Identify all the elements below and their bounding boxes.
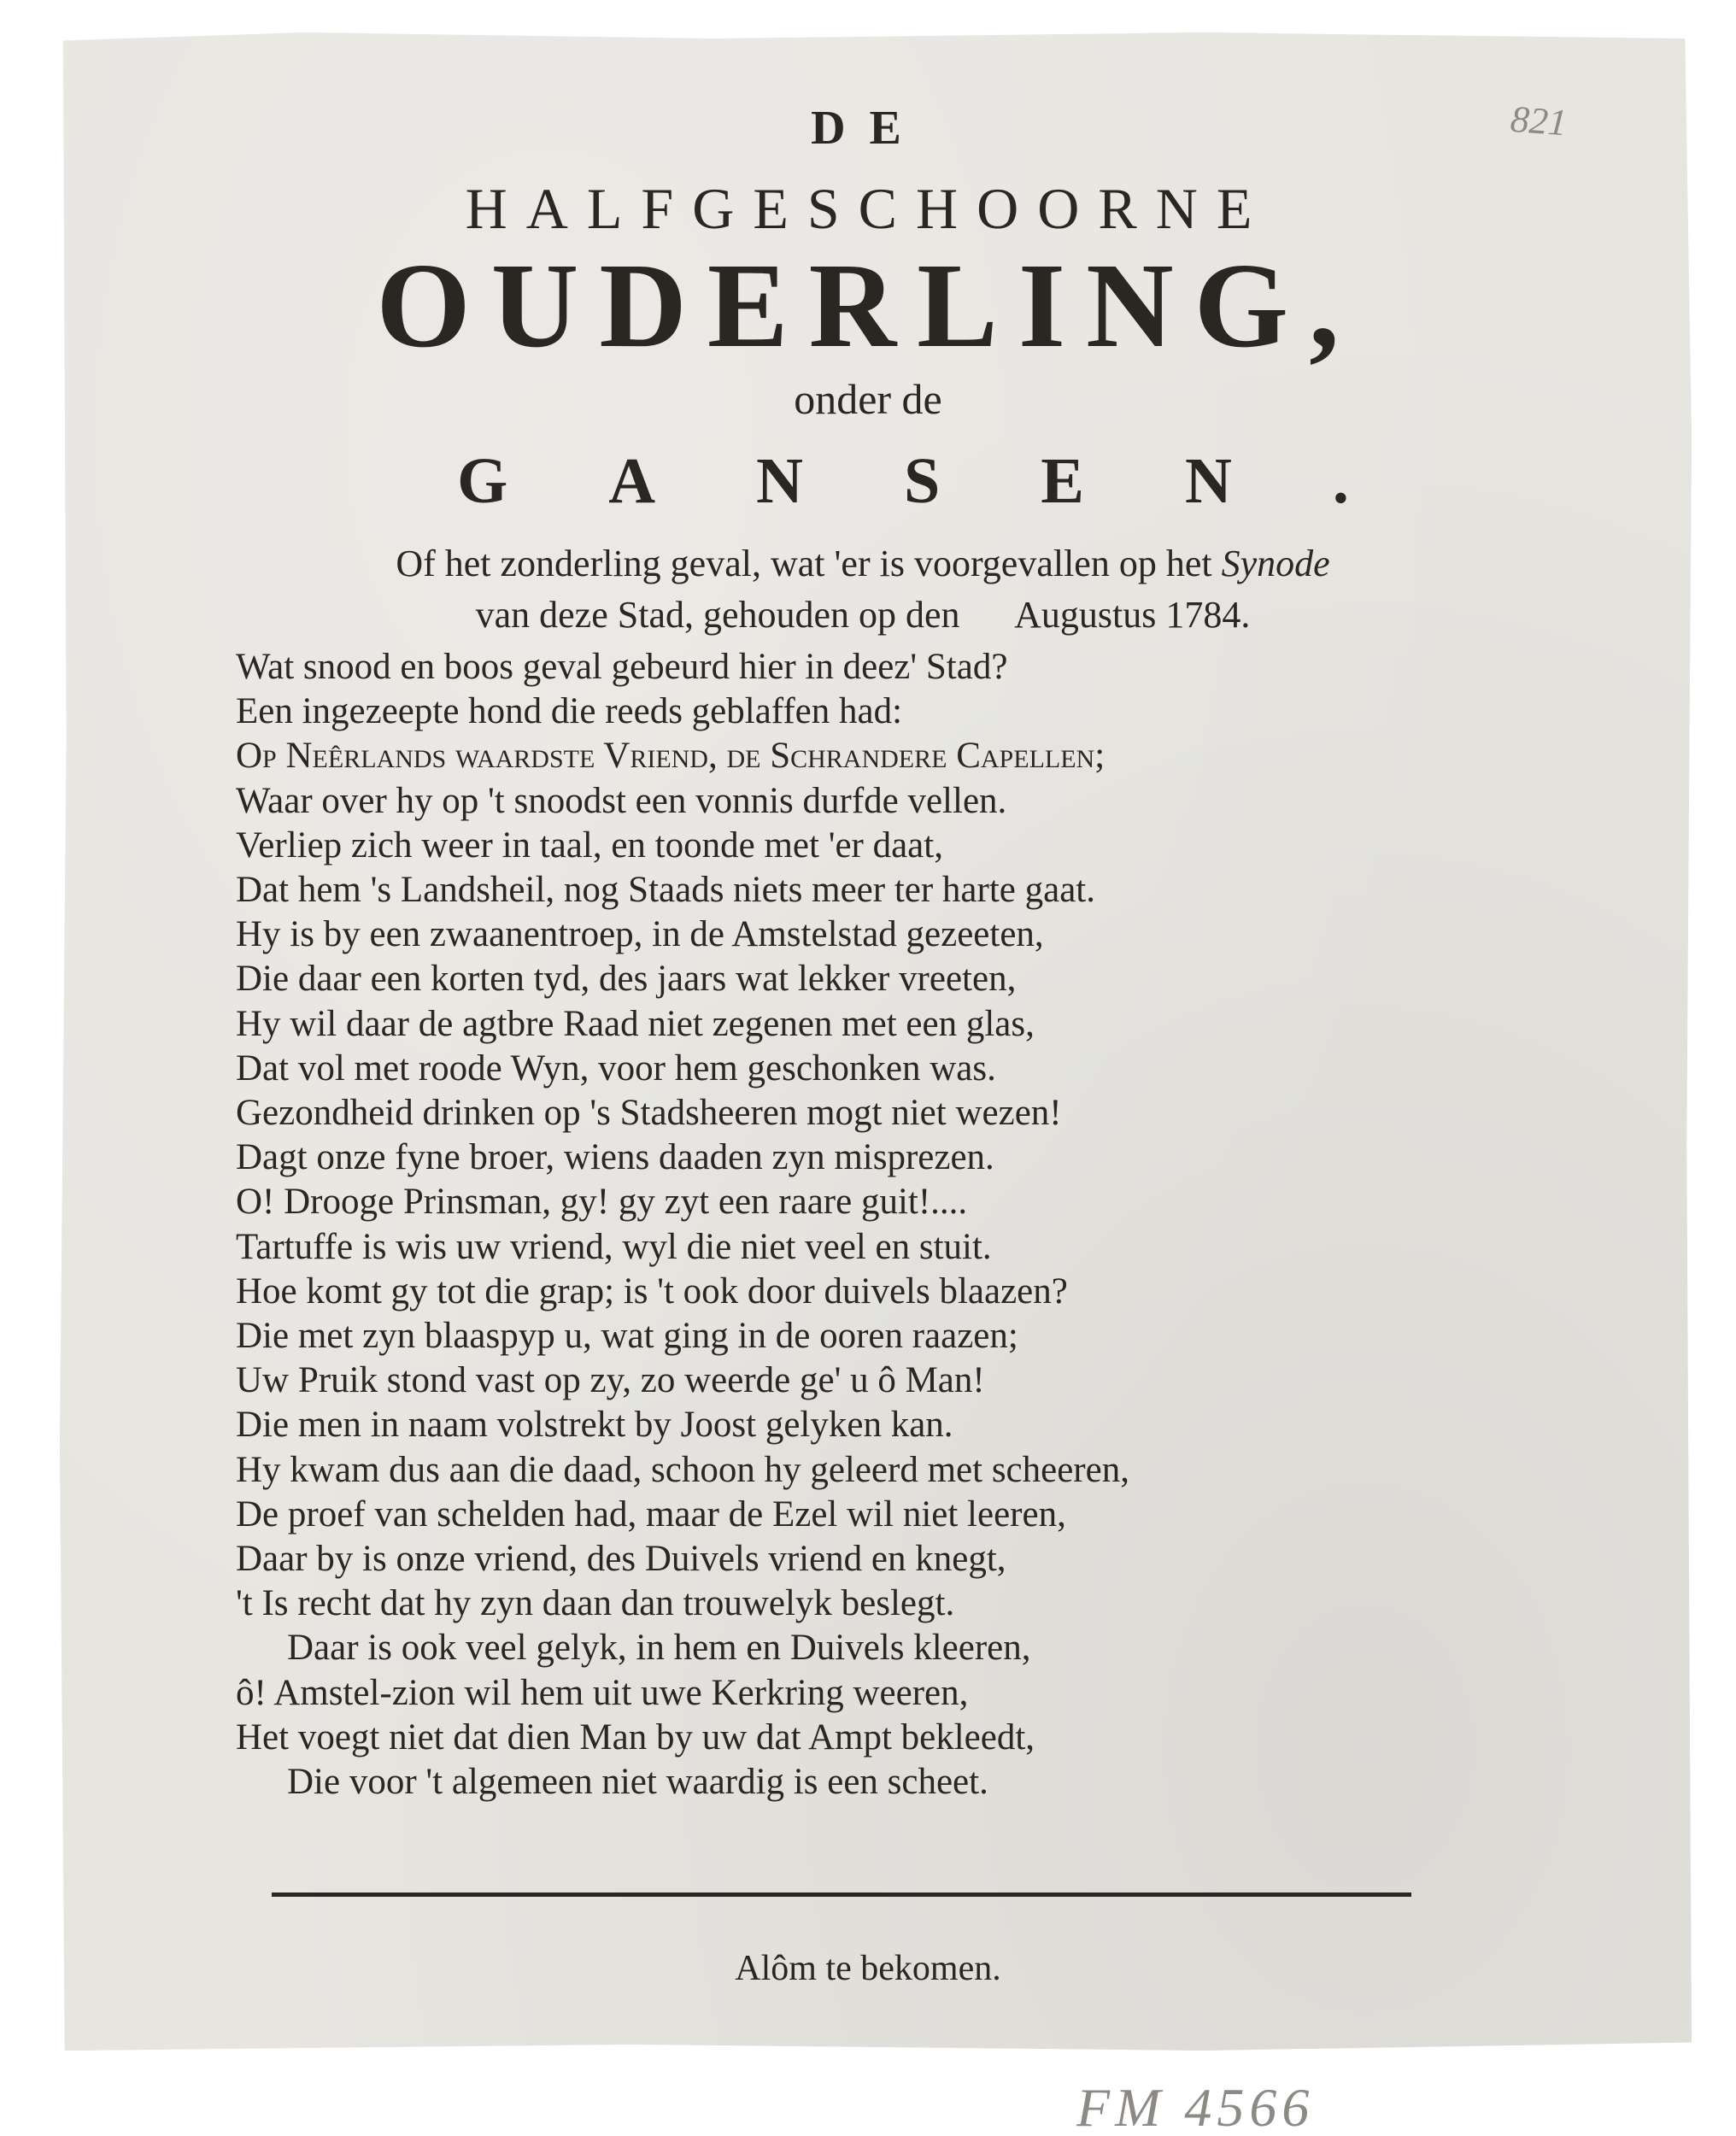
poem-line: Dat hem 's Landsheil, nog Staads niets meer ter harte gaat. [236, 870, 1095, 911]
poem-line: Wat snood en boos geval gebeurd hier in deez' Stad? [236, 647, 1008, 687]
poem-line: Daar is ook veel gelyk, in hem en Duivels kleeren, [287, 1628, 1031, 1669]
poem-line: Dat vol met roode Wyn, voor hem geschonken was. [236, 1047, 996, 1089]
poem-line: O! Drooge Prinsman, gy! gy zyt een raare guit!.... [236, 1182, 968, 1223]
pencil-inventory-number: FM 4566 [1076, 2077, 1315, 2136]
title-line-ouderling: OUDERLING, [376, 238, 1360, 373]
poem-line: Op Neêrlands waardste Vriend, de Schrandere Capellen; [236, 736, 1106, 777]
poem-line: Die met zyn blaaspyp u, wat ging in de ooren raazen; [236, 1316, 1018, 1357]
poem [236, 645, 1517, 1804]
poem-line: De proef van schelden had, maar de Ezel wil niet leeren, [236, 1493, 1066, 1535]
colophon: Alôm te bekomen. [735, 1949, 1001, 1988]
poem-line: Uw Pruik stond vast op zy, zo weerde ge' u ô Man! [236, 1360, 985, 1401]
poem-line: Gezondheid drinken op 's Stadsheeren mogt niet wezen! [236, 1093, 1062, 1134]
poem-line: ô! Amstel-zion wil hem uit uwe Kerkring weeren, [236, 1672, 969, 1713]
subtitle [231, 538, 1495, 641]
title-line-onder-de: onder de [794, 375, 942, 423]
title-line-gansen: GANSEN. [457, 445, 1450, 517]
poem-line: Hy kwam dus aan die daad, schoon hy geleerd met scheeren, [236, 1449, 1129, 1490]
pencil-number-top: 821 [1509, 97, 1569, 144]
poem-line: Daar by is onze vriend, des Duivels vriend en knegt, [236, 1539, 1006, 1580]
poem-line: Hy wil daar de agtbre Raad niet zegenen met een glas, [236, 1003, 1035, 1044]
poem-line: Een ingezeepte hond die reeds geblaffen had: [236, 691, 903, 732]
poem-line: Die men in naam volstrekt by Joost gelyken kan. [236, 1405, 953, 1446]
poem-line: Waar over hy op 't snoodst een vonnis durfde vellen. [236, 780, 1007, 821]
poem-line: Hoe komt gy tot die grap; is 't ook door duivels blaazen? [236, 1270, 1068, 1312]
divider-rule [272, 1892, 1411, 1897]
poem-line: Hy is by een zwaanentroep, in de Amstelstad gezeeten, [236, 914, 1044, 955]
poem-line: Verliep zich weer in taal, en toonde met 'er daat, [236, 824, 943, 866]
subtitle-line-1-text: Of het zonderling geval, wat 'er is voorgevallen op het [396, 543, 1222, 584]
subtitle-line-2: van deze Stad, gehouden op den Augustus 1784. [475, 594, 1251, 636]
title-line-halfgeschoorne: HALFGESCHOORNE [465, 176, 1271, 241]
poem-line: Die voor 't algemeen niet waardig is een scheet. [287, 1762, 988, 1803]
poem-line: 't Is recht dat hy zyn daan dan trouwelyk beslegt. [236, 1583, 955, 1624]
poem-line: Dagt onze fyne broer, wiens daaden zyn misprezen. [236, 1137, 994, 1178]
poem-line: Die daar een korten tyd, des jaars wat lekker vreeten, [236, 959, 1017, 1000]
poem-line: Het voegt niet dat dien Man by uw dat Ampt bekleedt, [236, 1716, 1035, 1758]
subtitle-synode: Synode [1221, 543, 1330, 584]
subtitle-line-1 [231, 538, 1495, 590]
poem-line: Tartuffe is wis uw vriend, wyl die niet veel en stuit. [236, 1226, 992, 1267]
title-line-de: DE [811, 102, 925, 155]
